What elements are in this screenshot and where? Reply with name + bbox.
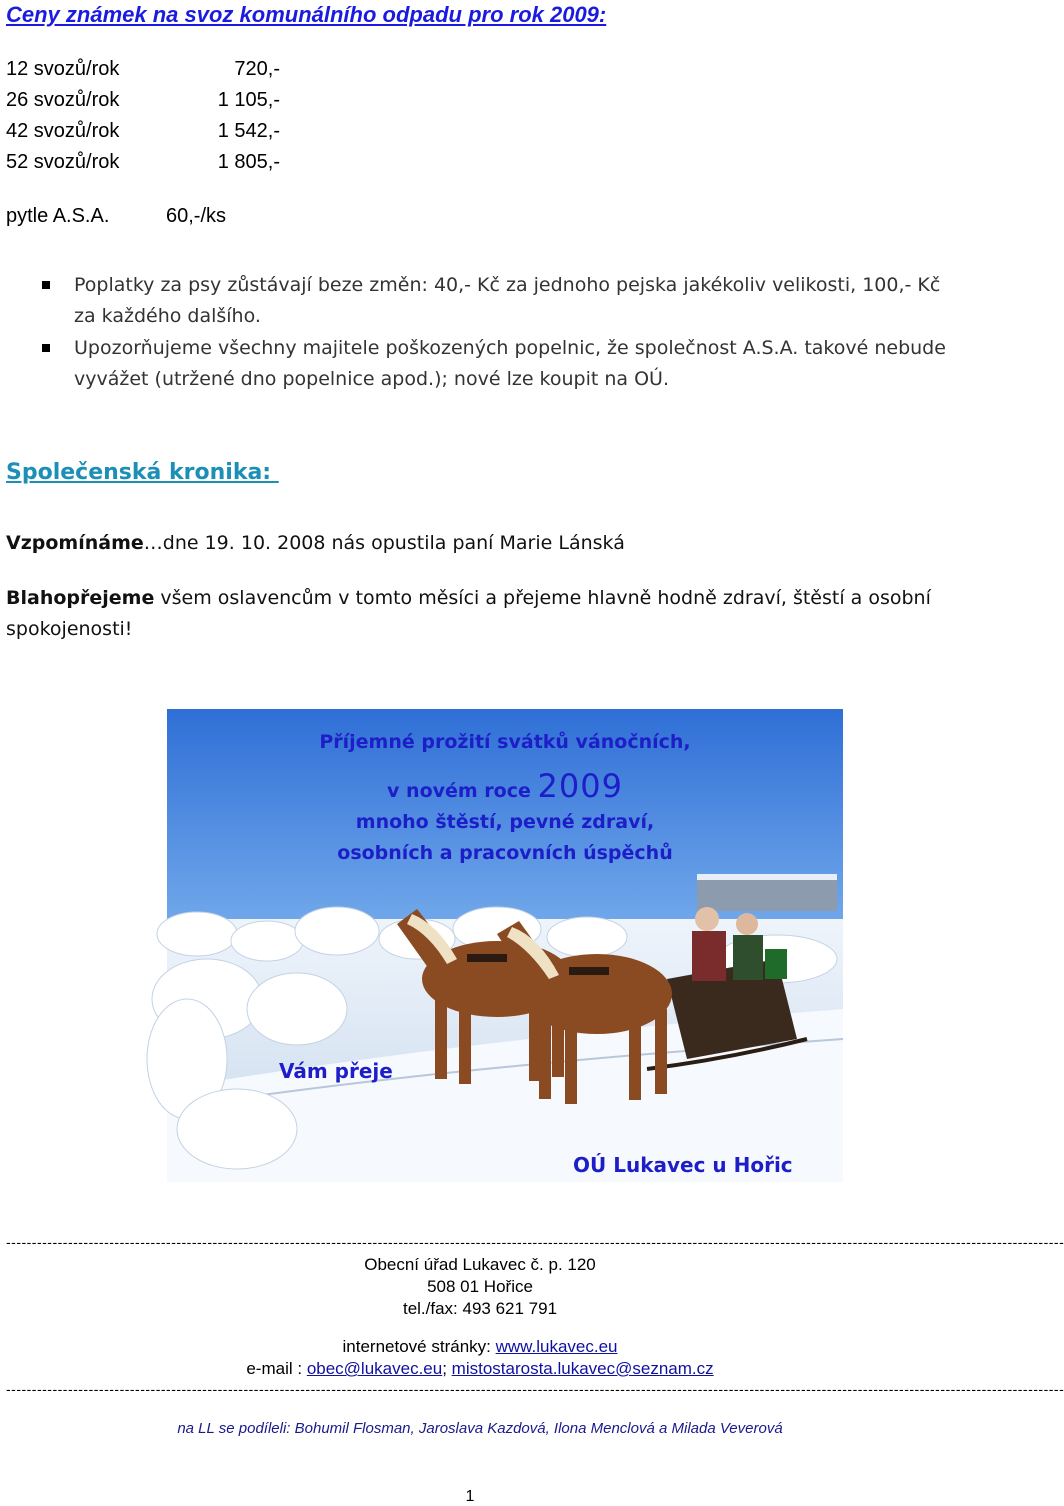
- website-link[interactable]: www.lukavec.eu: [495, 1337, 618, 1356]
- notice-item: [40, 270, 950, 332]
- notice-list: [40, 270, 950, 395]
- greeting-wish: Vám přeje: [279, 1059, 393, 1083]
- congratulations-bold: Blahopřejeme: [6, 587, 155, 609]
- congratulations-text: všem oslavencům v tomto měsíci a přejeme hlavně hodně zdraví, štěstí a osobní spokojenosti!: [6, 587, 931, 640]
- greeting-line-2-prefix: v novém roce: [387, 780, 538, 802]
- remembrance-line: [6, 532, 625, 554]
- bags-label: pytle A.S.A.: [6, 205, 110, 227]
- notice-item: [40, 333, 950, 395]
- footer-zip: 508 01 Hořice: [427, 1277, 533, 1296]
- price-label: 52 svozů/rok: [6, 151, 120, 173]
- greeting-line-1: Příjemné prožití svátků vánočních,: [319, 731, 691, 753]
- greeting-line-2: [167, 767, 843, 805]
- notice-text: Upozorňujeme všechny majitele poškozených popelnic, že společnost A.S.A. takové nebude vyvážet (utržené dno popelnice apod.); nové lze koupit na OÚ.: [74, 337, 946, 390]
- price-row: [6, 151, 280, 174]
- square-bullet-icon: [42, 344, 50, 352]
- greeting-signature: OÚ Lukavec u Hořic: [573, 1153, 793, 1177]
- page-number: 1: [465, 1488, 475, 1505]
- congratulations-paragraph: [6, 583, 936, 645]
- christmas-greeting-card: [167, 709, 843, 1182]
- price-label: 26 svozů/rok: [6, 89, 120, 111]
- footer-email-line: [0, 1359, 960, 1379]
- price-label: 42 svozů/rok: [6, 120, 120, 142]
- remembrance-text: …dne 19. 10. 2008 nás opustila paní Marie Lánská: [143, 532, 625, 554]
- email-link-obec[interactable]: obec@lukavec.eu: [306, 1359, 443, 1378]
- price-label: 12 svozů/rok: [6, 58, 120, 80]
- contributors-note: na LL se podíleli: Bohumil Flosman, Jaroslava Kazdová, Ilona Menclová a Milada Veverová: [177, 1420, 783, 1437]
- greeting-line-3: mnoho štěstí, pevné zdraví,: [355, 811, 655, 833]
- footer-phone: tel./fax: 493 621 791: [402, 1299, 558, 1318]
- price-row: [6, 89, 280, 112]
- remembrance-bold: Vzpomínáme: [6, 532, 144, 554]
- footer-email-label: e-mail :: [246, 1359, 307, 1378]
- footer-web-label: internetové stránky:: [342, 1337, 496, 1356]
- price-value: 720,-: [234, 58, 280, 80]
- price-row: [6, 58, 280, 81]
- footer-web-line: [0, 1337, 960, 1357]
- notice-text: Poplatky za psy zůstávají beze změn: 40,- Kč za jednoho pejska jakékoliv velikosti, 100,- Kč za každého dalšího.: [74, 274, 941, 327]
- square-bullet-icon: [42, 281, 50, 289]
- bags-price-row: [6, 205, 226, 228]
- dashed-separator: -------------------------------------------------------------------------------------------------------------------------------------------------------------------------------------------------------------: [6, 1234, 1064, 1250]
- price-row: [6, 120, 280, 143]
- footer-office: Obecní úřad Lukavec č. p. 120: [364, 1255, 596, 1274]
- email-link-mistostarosta[interactable]: mistostarosta.lukavec@seznam.cz: [451, 1359, 714, 1378]
- price-value: 1 805,-: [217, 151, 280, 173]
- bags-value: 60,-/ks: [166, 205, 227, 227]
- dashed-separator: -------------------------------------------------------------------------------------------------------------------------------------------------------------------------------------------------------------: [6, 1381, 1064, 1397]
- greeting-line-4: osobních a pracovních úspěchů: [337, 842, 673, 864]
- page-heading: Ceny známek na svoz komunálního odpadu pro rok 2009:: [6, 2, 607, 27]
- footer-email-separator: ;: [442, 1359, 452, 1378]
- price-value: 1 542,-: [217, 120, 280, 142]
- section-title: Společenská kronika:: [6, 460, 279, 485]
- price-value: 1 105,-: [217, 89, 280, 111]
- greeting-year: 2009: [537, 767, 623, 805]
